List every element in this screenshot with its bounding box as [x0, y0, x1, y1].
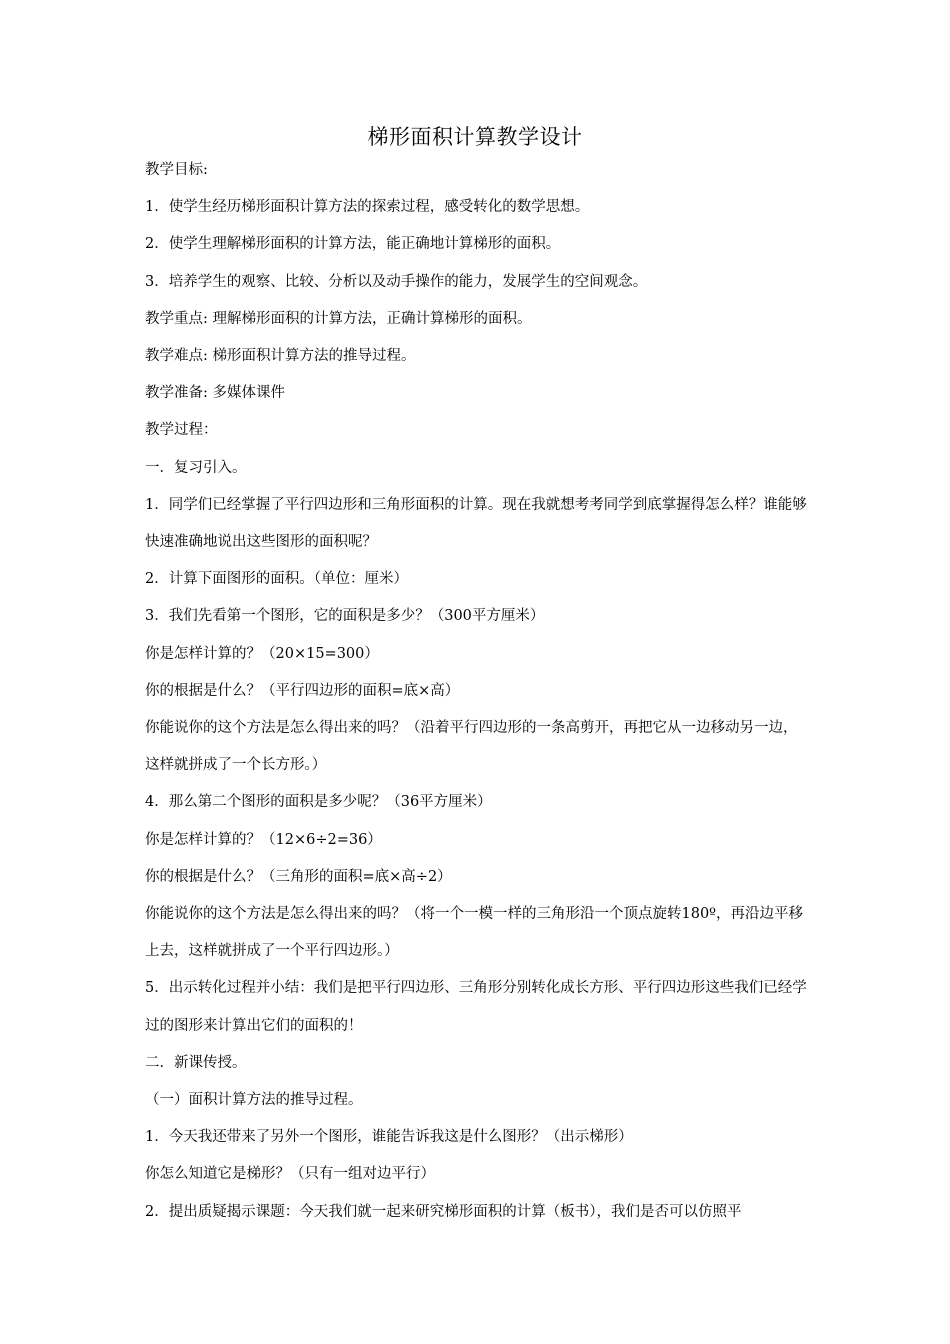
- paragraph-question: 你是怎样计算的？（20×15=300）: [145, 645, 379, 662]
- paragraph-section-1-heading: 一．复习引入。: [145, 459, 247, 476]
- paragraph-key-point: 教学重点: 理解梯形面积的计算方法，正确计算梯形的面积。: [145, 310, 532, 327]
- paragraph-review-1: 1．同学们已经掌握了平行四边形和三角形面积的计算。现在我就想考考同学到底掌握得怎么样？谁能够快速准确地说出这些图形的面积呢？: [145, 496, 807, 551]
- paragraph-question: 你的根据是什么？（三角形的面积=底×高÷2）: [145, 868, 452, 885]
- paragraph-review-5: 5．出示转化过程并小结：我们是把平行四边形、三角形分别转化成长方形、平行四边形这些我们已经学过的图形来计算出它们的面积的！: [145, 980, 807, 1034]
- paragraph-new-2: 2．提出质疑揭示课题：今天我们就一起来研究梯形面积的计算（板书），我们是否可以仿照平: [145, 1203, 742, 1220]
- paragraph-question: 你怎么知道它是梯形？（只有一组对边平行）: [145, 1166, 435, 1183]
- paragraph-new-1: 1．今天我还带来了另外一个图形，谁能告诉我这是什么图形？（出示梯形）: [145, 1129, 633, 1146]
- paragraph-question: 你能说你的这个方法是怎么得出来的吗？（沿着平行四边形的一条高剪开，再把它从一边移动另一边，这样就拼成了一个长方形。）: [145, 720, 798, 774]
- paragraph-objective-1: 1．使学生经历梯形面积计算方法的探索过程，感受转化的数学思想。: [145, 199, 590, 216]
- paragraph-process-heading: 教学过程：: [145, 422, 218, 439]
- paragraph-question: 你能说你的这个方法是怎么得出来的吗？（将一个一模一样的三角形沿一个顶点旋转180º，再沿边平移上去，这样就拼成了一个平行四边形。）: [145, 906, 803, 960]
- paragraph-objectives-heading: 教学目标:: [145, 162, 208, 178]
- paragraph-subsection-heading: （一）面积计算方法的推导过程。: [145, 1092, 363, 1109]
- document-title: 梯形面积计算教学设计: [367, 125, 583, 149]
- paragraph-question: 你的根据是什么？（平行四边形的面积=底×高）: [145, 682, 460, 699]
- paragraph-preparation: 教学准备: 多媒体课件: [145, 385, 285, 402]
- paragraph-review-4: 4．那么第二个图形的面积是多少呢？（36平方厘米）: [145, 794, 492, 811]
- paragraph-objective-2: 2．使学生理解梯形面积的计算方法，能正确地计算梯形的面积。: [145, 236, 561, 253]
- document-body: [145, 152, 810, 1231]
- paragraph-review-3: 3．我们先看第一个图形，它的面积是多少？（300平方厘米）: [145, 608, 545, 625]
- paragraph-question: 你是怎样计算的？（12×6÷2=36）: [145, 831, 382, 848]
- paragraph-objective-3: 3．培养学生的观察、比较、分析以及动手操作的能力，发展学生的空间观念。: [145, 273, 648, 290]
- paragraph-difficulty: 教学难点: 梯形面积计算方法的推导过程。: [145, 348, 416, 365]
- paragraph-section-2-heading: 二．新课传授。: [145, 1054, 247, 1071]
- paragraph-review-2: 2．计算下面图形的面积。（单位：厘米）: [145, 571, 408, 588]
